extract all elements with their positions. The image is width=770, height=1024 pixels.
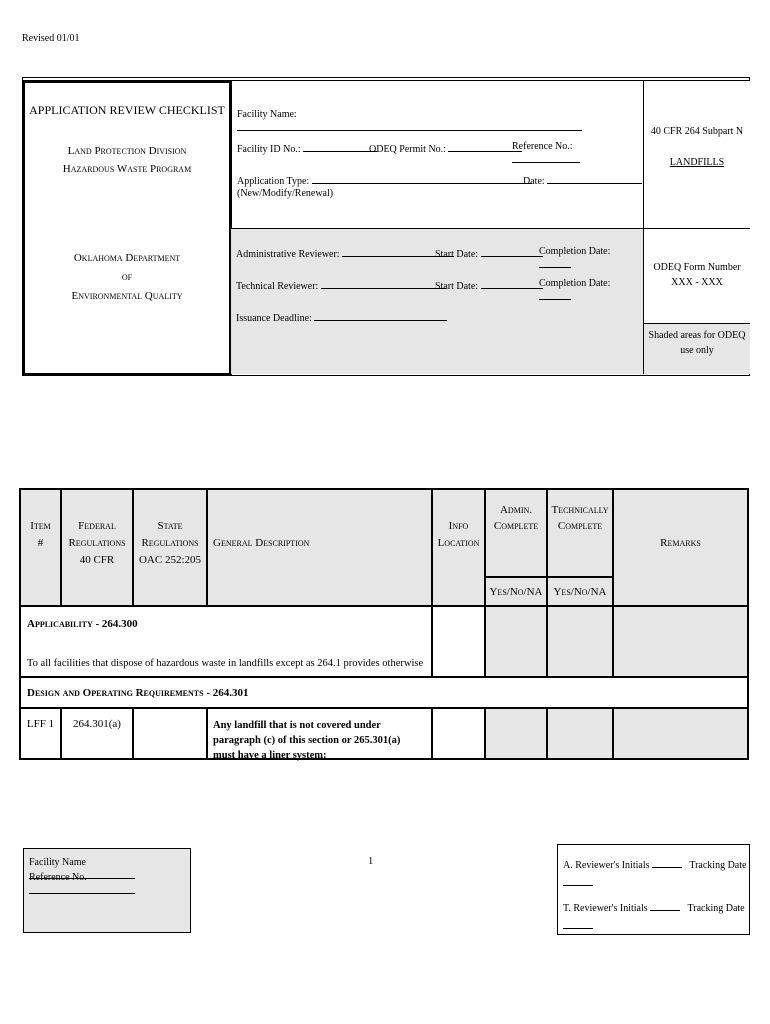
department-line-2: of — [121, 271, 133, 283]
admin-reviewer-field[interactable] — [236, 246, 454, 260]
header-info-2: Location — [437, 537, 480, 549]
application-type-label: Application Type: — [237, 176, 310, 187]
row-state-cell — [133, 708, 207, 759]
permit-number-label: ODEQ Permit No.: — [369, 144, 446, 155]
header-tech-yesno-label: Yes/No/NA — [553, 586, 607, 598]
form-number-box — [643, 228, 750, 323]
header-item-label: Item — [30, 520, 51, 532]
tech-start-label: Start Date: — [435, 281, 479, 292]
tech-reviewer-field[interactable] — [236, 278, 446, 292]
row-description-cell — [207, 708, 432, 759]
issuance-deadline-field[interactable] — [236, 310, 447, 324]
applicability-section — [20, 606, 432, 677]
facility-name-field[interactable] — [237, 109, 643, 134]
tech-completion-label: Completion Date: — [539, 278, 611, 289]
tech-start-date-field[interactable] — [435, 278, 543, 292]
header-federal-2: Regulations — [68, 537, 126, 549]
regulation-reference-box — [643, 80, 750, 228]
title-box — [22, 80, 232, 376]
department-line-3: Environmental Quality — [71, 290, 183, 302]
header-item — [20, 489, 61, 606]
reviewer-section — [231, 228, 643, 374]
header-state-3: OAC 252:205 — [138, 554, 202, 566]
header-admin-1: Admin. — [499, 504, 533, 516]
issuance-deadline-label: Issuance Deadline: — [236, 313, 312, 324]
application-type-field[interactable] — [237, 173, 532, 187]
facility-id-label: Facility ID No.: — [237, 144, 301, 155]
header-state-2: Regulations — [141, 537, 199, 549]
facility-info-section — [231, 80, 643, 228]
header-federal — [61, 489, 133, 606]
application-type-options: (New/Modify/Renewal) — [237, 188, 334, 199]
header-tech-1: Technically — [551, 504, 609, 516]
facility-id-field[interactable] — [237, 141, 377, 155]
design-section-title: Design and Operating Requirements - 264.301 — [27, 687, 249, 699]
footer-facility-name-label: Facility Name — [29, 857, 86, 868]
header-technical — [547, 489, 613, 577]
header-admin-yesno-label: Yes/No/NA — [489, 586, 543, 598]
tech-completion-date-field[interactable] — [539, 278, 643, 303]
header-admin-2: Complete — [493, 520, 539, 532]
row-tech-cell[interactable] — [547, 708, 613, 759]
admin-completion-label: Completion Date: — [539, 246, 611, 257]
admin-start-label: Start Date: — [435, 249, 479, 260]
form-number-label: ODEQ Form Number — [653, 262, 741, 273]
admin-completion-date-field[interactable] — [539, 246, 643, 271]
header-remarks — [613, 489, 748, 606]
applicability-text: To all facilities that dispose of hazardous waste in landfills except as 264.1 provides otherwise — [27, 658, 424, 669]
checklist-title: APPLICATION REVIEW CHECKLIST — [29, 103, 225, 117]
row-description: Any landfill that is not covered under paragraph (c) of this section or 265.301(a) must have a liner system: — [213, 720, 401, 761]
shaded-note-box — [643, 323, 750, 374]
header-description-label: General Description — [213, 537, 310, 549]
a-tracking-label: Tracking Date — [689, 860, 747, 871]
header-item-num: # — [37, 537, 44, 549]
header-remarks-label: Remarks — [660, 537, 701, 549]
facility-name-label: Facility Name: — [237, 109, 297, 120]
row-item-cell — [20, 708, 61, 759]
a-reviewer-field[interactable] — [563, 857, 748, 893]
program-name: Hazardous Waste Program — [62, 163, 192, 175]
row-federal-reg: 264.301(a) — [73, 718, 121, 730]
t-tracking-label: Tracking Date — [687, 903, 745, 914]
applicability-admin-cell[interactable] — [485, 606, 547, 677]
application-date-field[interactable] — [523, 173, 642, 187]
header-tech-yesno — [547, 577, 613, 606]
a-reviewer-label: A. Reviewer's Initials — [563, 860, 650, 871]
division-name: Land Protection Division — [67, 145, 187, 157]
header-info-1: Info — [448, 520, 469, 532]
t-reviewer-label: T. Reviewer's Initials — [563, 903, 648, 914]
row-remarks-cell[interactable] — [613, 708, 748, 759]
shaded-areas-note: Shaded areas for ODEQ use only — [648, 330, 746, 356]
tech-reviewer-label: Technical Reviewer: — [236, 281, 319, 292]
permit-number-field[interactable] — [369, 141, 522, 155]
design-section-row — [20, 677, 748, 708]
reference-number-field[interactable] — [512, 141, 643, 166]
header-admin-yesno — [485, 577, 547, 606]
row-federal-cell — [61, 708, 133, 759]
header-description — [207, 489, 432, 606]
applicability-tech-cell[interactable] — [547, 606, 613, 677]
header-federal-1: Federal — [78, 520, 116, 532]
application-date-label: Date: — [523, 176, 545, 187]
subpart-name: LANDFILLS — [669, 157, 725, 168]
page-number: 1 — [368, 856, 374, 867]
applicability-title: Applicability - 264.300 — [27, 618, 138, 630]
row-item-number: LFF 1 — [26, 718, 55, 730]
department-line-1: Oklahoma Department — [73, 252, 181, 264]
applicability-remarks-cell[interactable] — [613, 606, 748, 677]
header-state — [133, 489, 207, 606]
header-tech-2: Complete — [557, 520, 603, 532]
footer-reference-field[interactable] — [29, 872, 190, 897]
reference-number-label: Reference No.: — [512, 141, 573, 152]
revision-note: Revised 01/01 — [22, 33, 80, 44]
admin-start-date-field[interactable] — [435, 246, 543, 260]
cfr-reference: 40 CFR 264 Subpart N — [650, 126, 744, 137]
header-info — [432, 489, 485, 606]
row-admin-cell[interactable] — [485, 708, 547, 759]
admin-reviewer-label: Administrative Reviewer: — [236, 249, 340, 260]
applicability-info-cell[interactable] — [432, 606, 485, 677]
footer-reference-label: Reference No. — [29, 872, 87, 883]
header-state-1: State — [157, 520, 183, 532]
header-federal-3: 40 CFR — [79, 554, 115, 566]
footer-tracking-box — [557, 844, 750, 935]
t-reviewer-field[interactable] — [563, 900, 748, 936]
footer-facility-box — [23, 848, 191, 933]
form-number: XXX - XXX — [671, 277, 723, 288]
row-info-cell[interactable] — [432, 708, 485, 759]
header-admin — [485, 489, 547, 577]
